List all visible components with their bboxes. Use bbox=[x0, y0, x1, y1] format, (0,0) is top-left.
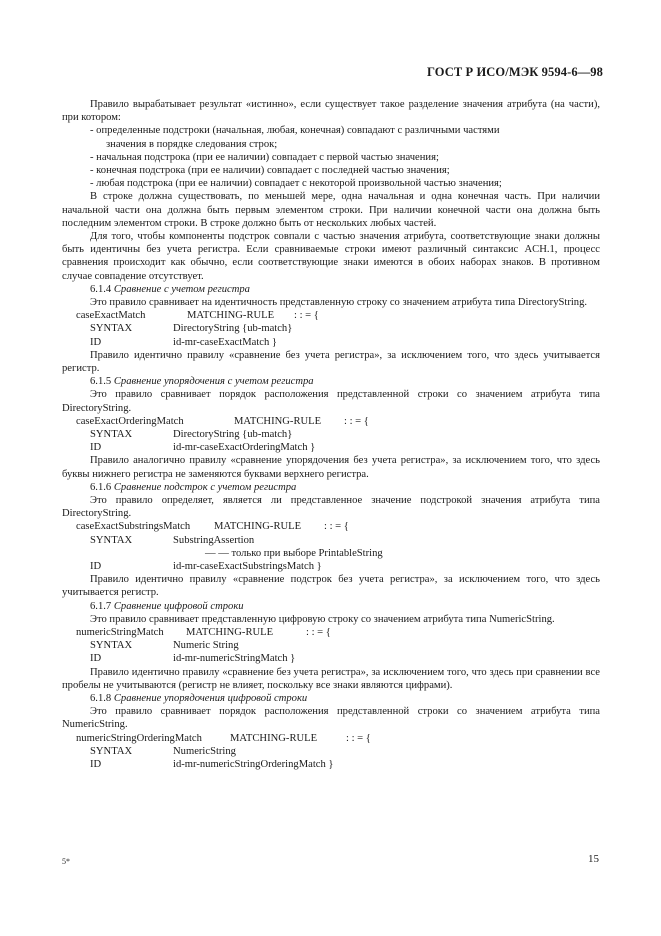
code-token: numericStringMatch bbox=[76, 626, 164, 638]
code-token: ID bbox=[90, 442, 102, 454]
section-number: 6.1.8 bbox=[90, 692, 112, 704]
paragraph: Правило вырабатывает результат «истинно», если существует такое разделение значения атрибута (на части), при котором: bbox=[62, 99, 600, 124]
code-line bbox=[62, 520, 600, 533]
code-line bbox=[62, 745, 600, 758]
section-heading bbox=[62, 600, 600, 613]
paragraph: Это правило сравнивает порядок расположения представленной строки со значением атрибута типа DirectoryString. bbox=[62, 389, 600, 414]
code-line bbox=[62, 322, 600, 335]
code-token: id-mr-caseExactMatch } bbox=[173, 336, 277, 348]
code-line bbox=[62, 652, 600, 665]
code-token: DirectoryString {ub-match} bbox=[173, 323, 293, 335]
list-item: - определенные подстроки (начальная, любая, конечная) совпадают с различными частями bbox=[90, 125, 500, 137]
code-token: MATCHING-RULE bbox=[234, 415, 322, 427]
section-heading bbox=[62, 481, 600, 494]
code-token: MATCHING-RULE bbox=[186, 626, 274, 638]
section-title: Сравнение цифровой строки bbox=[113, 600, 244, 612]
paragraph: Правило аналогично правилу «сравнение упорядочения без учета регистра», за исключением того, что здесь буквы нижнего регистра не заменяются буквами верхнего регистра. bbox=[62, 455, 600, 480]
paragraph: Правило идентично правилу «сравнение без учета регистра», за исключением того, что здесь учитывается регистр. bbox=[62, 349, 600, 375]
paragraph: Правило идентично правилу «сравнение без учета регистра», за исключением того, что здесь при сравнении все пробелы не учитываются (регистр не влияет, поскольку все знаки являются цифрами). bbox=[62, 666, 600, 691]
code-token: ID bbox=[90, 758, 102, 770]
paragraph: Это правило определяет, является ли представленное значение подстрокой значения атрибута типа DirectoryString. bbox=[62, 495, 600, 520]
section-title: Сравнение упорядочения с учетом регистра bbox=[113, 376, 314, 388]
code-token: SYNTAX bbox=[90, 640, 133, 652]
code-line bbox=[62, 758, 600, 771]
code-token: id-mr-numericStringOrderingMatch } bbox=[173, 758, 334, 770]
section-title: Сравнение упорядочения цифровой строки bbox=[113, 692, 308, 704]
code-line bbox=[62, 441, 600, 454]
code-token: SYNTAX bbox=[90, 429, 133, 441]
code-line bbox=[62, 415, 600, 428]
code-token: : : = { bbox=[324, 521, 349, 533]
section-title: Сравнение подстрок с учетом регистра bbox=[113, 481, 297, 493]
section-number: 6.1.5 bbox=[90, 376, 112, 388]
code-token: : : = { bbox=[306, 626, 331, 638]
code-token: SubstringAssertion bbox=[173, 534, 255, 546]
code-token: id-mr-caseExactOrderingMatch } bbox=[173, 442, 316, 454]
paragraph: Для того, чтобы компоненты подстрок совпали с частью значения атрибута, соответствующие знаки должны быть идентичны без учета регистра. Если сравниваемые строки имеют различный синтаксис ACH.1, процесс сравнения происходит как обычно, если соответствующие знаки имеются в обоих наборах знаков. В противном случае совпадение отсутствует. bbox=[62, 231, 600, 282]
code-line bbox=[62, 547, 600, 560]
code-line bbox=[62, 639, 600, 652]
list-item: - конечная подстрока (при ее наличии) совпадает с последней частью значения; bbox=[90, 165, 450, 177]
list-item: - начальная подстрока (при ее наличии) совпадает с первой частью значения; bbox=[90, 151, 439, 163]
section-title: Сравнение с учетом регистра bbox=[113, 283, 250, 295]
code-token: MATCHING-RULE bbox=[230, 732, 318, 744]
code-line bbox=[62, 732, 600, 745]
paragraph: В строке должна существовать, по меньшей мере, одна начальная и одна конечная часть. При наличии начальной части она должна быть первым элементом строки. При наличии конечной части она должна быть последним элементом строки. В строке должно быть от нескольких любых частей. bbox=[62, 191, 600, 229]
code-token: SYNTAX bbox=[90, 534, 133, 546]
paragraph: Это правило сравнивает представленную цифровую строку со значением атрибута типа NumericString. bbox=[90, 613, 555, 625]
list-item-continuation: значения в порядке следования строк; bbox=[106, 138, 278, 150]
code-token: : : = { bbox=[344, 415, 369, 427]
section-number: 6.1.4 bbox=[90, 283, 112, 295]
code-token: ID bbox=[90, 336, 102, 348]
paragraph: Это правило сравнивает на идентичность представленную строку со значением атрибута типа DirectoryString. bbox=[90, 297, 588, 309]
code-line bbox=[62, 560, 600, 573]
list-item: - любая подстрока (при ее наличии) совпадает с некоторой произвольной частью значения; bbox=[90, 178, 502, 190]
section-number: 6.1.7 bbox=[90, 600, 112, 612]
code-token: ID bbox=[90, 653, 102, 665]
code-token: MATCHING-RULE bbox=[187, 310, 275, 322]
paragraph: Правило идентично правилу «сравнение подстрок без учета регистра», за исключением того, что здесь учитывается регистр. bbox=[62, 574, 600, 599]
section-number: 6.1.6 bbox=[90, 481, 112, 493]
code-token: DirectoryString {ub-match} bbox=[173, 429, 293, 441]
code-line bbox=[62, 534, 600, 547]
page-number: 15 bbox=[588, 853, 599, 865]
code-token: numericStringOrderingMatch bbox=[76, 732, 202, 744]
code-token: id-mr-numericStringMatch } bbox=[173, 653, 296, 665]
code-line bbox=[62, 626, 600, 639]
section-heading bbox=[62, 283, 600, 296]
code-comment: — — только при выборе PrintableString bbox=[205, 547, 383, 559]
code-token: MATCHING-RULE bbox=[214, 521, 302, 533]
code-token: caseExactMatch bbox=[76, 310, 146, 322]
code-token: : : = { bbox=[294, 310, 319, 322]
code-line bbox=[62, 336, 600, 349]
document-body bbox=[62, 98, 600, 771]
paragraph: Это правило сравнивает порядок расположения представленной строки со значением атрибута типа NumericString. bbox=[62, 706, 600, 731]
code-token: caseExactSubstringsMatch bbox=[76, 521, 191, 533]
section-heading bbox=[62, 375, 600, 388]
code-token: Numeric String bbox=[173, 640, 239, 652]
section-heading bbox=[62, 692, 600, 705]
code-token: SYNTAX bbox=[90, 745, 133, 757]
code-line bbox=[62, 309, 600, 322]
code-line bbox=[62, 428, 600, 441]
code-token: ID bbox=[90, 560, 102, 572]
footer-signature-mark: 5* bbox=[62, 857, 70, 866]
code-token: NumericString bbox=[173, 745, 236, 757]
code-token: id-mr-caseExactSubstringsMatch } bbox=[173, 560, 322, 572]
code-token: SYNTAX bbox=[90, 323, 133, 335]
document-header: ГОСТ Р ИСО/МЭК 9594-6—98 bbox=[427, 65, 603, 79]
code-token: caseExactOrderingMatch bbox=[76, 415, 184, 427]
code-token: : : = { bbox=[346, 732, 371, 744]
